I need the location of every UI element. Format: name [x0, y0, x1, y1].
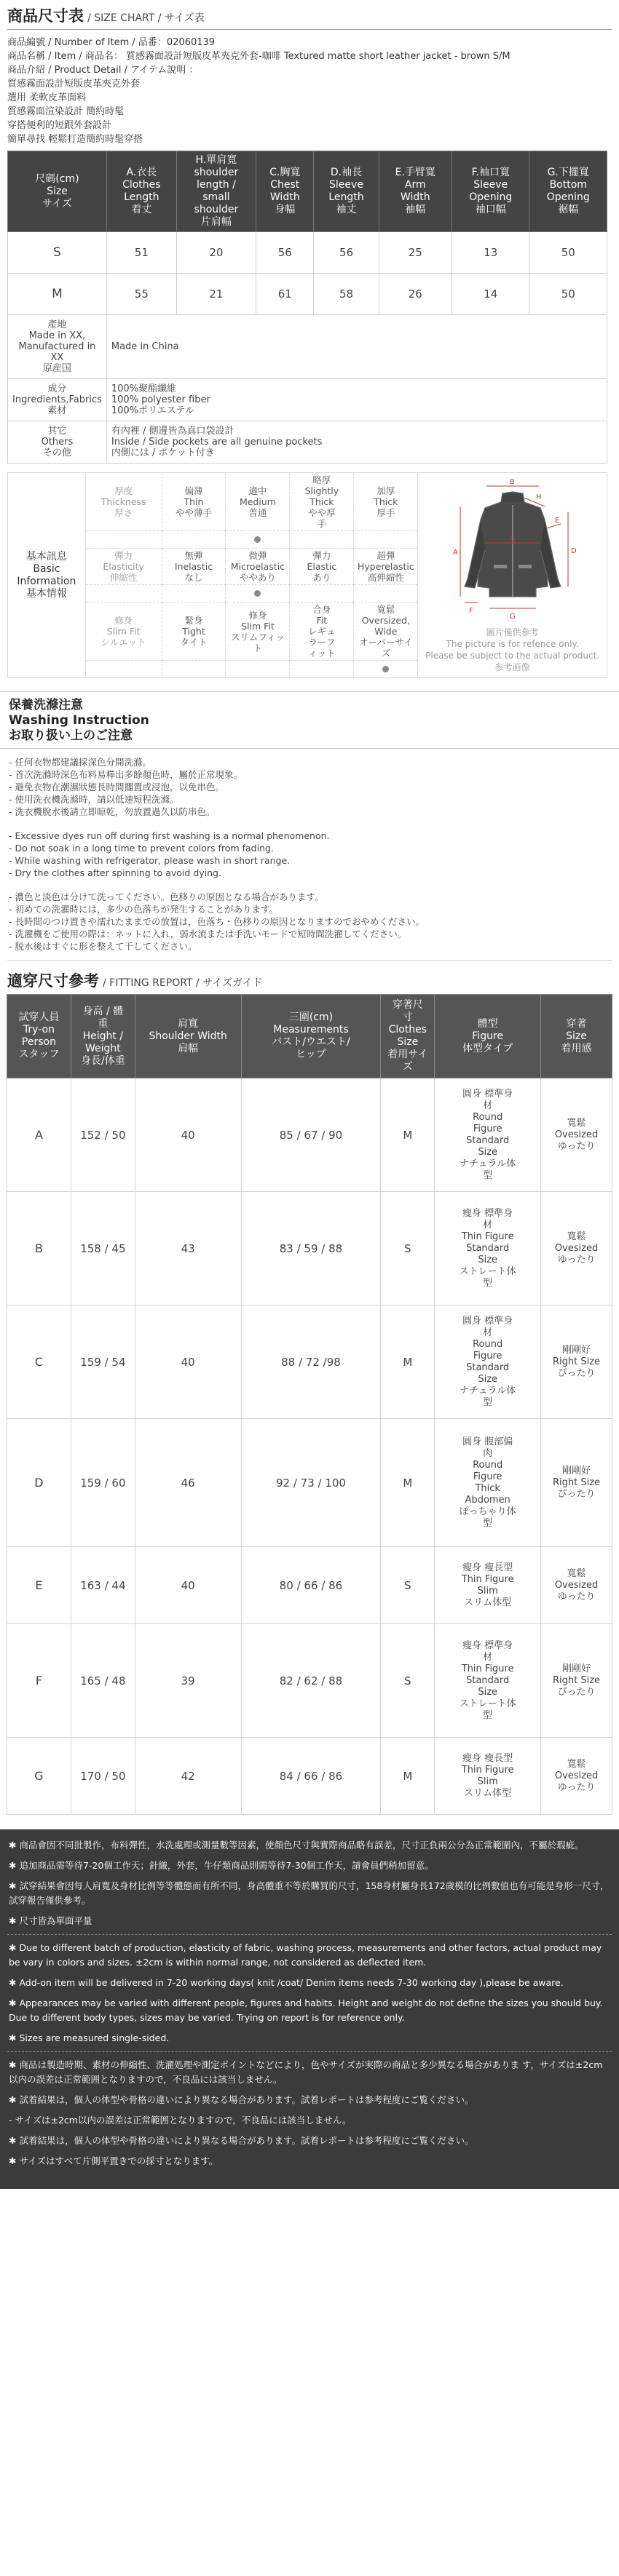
diagram-letter: B [509, 478, 515, 486]
thickness-row [8, 473, 607, 531]
origin-label: 產地 Made in XX, Manufactured in XX 原産国 [8, 315, 107, 379]
washing-title-jp: お取り扱い上のご注意 [9, 728, 133, 743]
feel-cell: 剛剛好 Right Size ぴったり [541, 1305, 612, 1419]
washing-header [0, 691, 619, 749]
fitting-header [0, 961, 619, 994]
product-detail-heading: 商品介紹 / Product Detail / アイテム說明 ： [7, 65, 199, 76]
diagram-caption: 圖片僅供參考 The picture is for refence only. Please be subject to the actual product. 参考画像 [425, 627, 600, 672]
shoulder-cell: 46 [135, 1419, 241, 1547]
col-height-weight: 身高 / 體 重 Height / Weight 身長/体重 [71, 995, 135, 1078]
feel-cell: 寬鬆 Ovesized ゆったり [541, 1078, 612, 1192]
dot-cell [162, 531, 226, 549]
notes-en [7, 1935, 612, 2052]
option: 加厚 Thick 厚手 [354, 473, 418, 531]
dot-cell [290, 661, 354, 678]
cell: 21 [176, 274, 256, 315]
note-line: ✱ 尺寸皆為單面平量 [9, 1915, 92, 1926]
size-cell: S [8, 232, 107, 274]
option: 略厚 Slightly Thick やや厚 手 [290, 473, 354, 531]
washing-body [0, 749, 619, 960]
origin-row [8, 315, 607, 379]
fitting-row [7, 1419, 612, 1547]
product-name: 商品名稱 / Item / 商品名： 質感霧面設計短版皮革夾克外套-咖啡 Textured matte short leather jacket - brown S/M [7, 51, 510, 62]
wash-line: - While washing with refrigerator, please wash in short range. [9, 855, 291, 866]
fitting-subtitle: / FITTING REPORT / サイズガイド [103, 977, 263, 989]
note-line: ✱ 試着結果は，個人の体型や骨格の違いにより異なる場合があります。試着レポートは参考程度にご覧ください。 [9, 2094, 474, 2105]
cell: 56 [314, 232, 379, 274]
other-value: 有內裡 / 側邊皆為真口袋設計 Inside / Side pockets are all genuine pockets 内側には / ポケット付き [106, 421, 607, 464]
notes-section [0, 1829, 619, 2189]
figure-cell: 瘦身 標準身 材 Thin Figure Standard Size ストレート体 型 [435, 1192, 541, 1305]
size-cell: M [8, 274, 107, 315]
col-clothes-size: 穿著尺 寸 Clothes Size 着用サイ ズ [381, 995, 435, 1078]
note-line: ✱ Appearances may be varied with different people, figures and habits. Height and weight do not define the sizes you should buy. Due to different body types, sizes may be varied. Trying on report is for reference only. [9, 1997, 603, 2023]
wash-line: - 洗濯機をご使用の際は：ネットに入れ，弱水流または手洗いモードで短時間洗濯してください。 [9, 929, 407, 939]
option: 彈力 Elastic あり [290, 549, 354, 585]
dot-cell [354, 531, 418, 549]
clothes-size-cell: S [381, 1192, 435, 1305]
cell: 25 [379, 232, 452, 274]
elasticity-label: 彈力 Elasticity 伸縮性 [85, 549, 162, 585]
note-line: ✱ 試着結果は，個人の体型や骨格の違いにより異なる場合があります。試着レポートは参考程度にご覧ください。 [9, 2135, 474, 2146]
col-person: 試穿人員 Try-on Person スタッフ [7, 995, 71, 1078]
col-figure: 體型 Figure 体型タイプ [435, 995, 541, 1078]
col-measurements: 三圍(cm) Measurements バスト/ウエスト/ ヒップ [241, 995, 381, 1078]
shoulder-cell: 42 [135, 1738, 241, 1815]
diagram-letter: D [570, 547, 577, 555]
clothes-size-cell: M [381, 1419, 435, 1547]
material-row [8, 379, 607, 421]
fitting-header-row [7, 995, 612, 1078]
feel-cell: 寬鬆 Ovesized ゆったり [541, 1192, 612, 1305]
notes-jp [7, 2052, 612, 2174]
cell: 51 [106, 232, 176, 274]
figure-cell: 圓身 標準身 材 Round Figure Standard Size ナチュラル体 型 [435, 1078, 541, 1192]
measurements-cell: 80 / 66 / 86 [241, 1547, 381, 1624]
product-detail-line: 質感霧面渲染設計 簡約時髦 [7, 106, 125, 117]
fitting-table [7, 994, 612, 1815]
cell: 26 [379, 274, 452, 315]
selected-dot [382, 666, 389, 672]
note-line: ✱ Add-on item will be delivered in 7-20 working days( knit /coat/ Denim items needs 7-30 working day ),please be aware. [9, 1977, 564, 1988]
person-cell: G [7, 1738, 71, 1815]
cell: 20 [176, 232, 256, 274]
measurements-cell: 92 / 73 / 100 [241, 1419, 381, 1547]
dot-cell [226, 661, 290, 678]
height-weight-cell: 159 / 60 [71, 1419, 135, 1547]
person-cell: C [7, 1305, 71, 1419]
dot-cell [290, 585, 354, 603]
cell: 58 [314, 274, 379, 315]
cell: 14 [452, 274, 529, 315]
clothes-size-cell: M [381, 1305, 435, 1419]
spacer [85, 585, 162, 603]
shoulder-cell: 40 [135, 1305, 241, 1419]
dot-cell [290, 531, 354, 549]
feel-cell: 剛剛好 Right Size ぴったり [541, 1624, 612, 1738]
figure-cell: 圓身 腹部偏 肉 Round Figure Thick Abdomen ぽっちゃり体 型 [435, 1419, 541, 1547]
size-row-s [8, 232, 607, 274]
height-weight-cell: 165 / 48 [71, 1624, 135, 1738]
col-feel: 穿著 Size 着用感 [541, 995, 612, 1078]
thickness-label: 厚度 Thickness 厚さ [85, 473, 162, 531]
basic-info-table [7, 472, 607, 678]
dot-cell [226, 531, 290, 549]
notes-zh [7, 1832, 612, 1935]
col-bottom-opening: G.下擺寬 Bottom Opening 裾幅 [529, 151, 607, 232]
person-cell: F [7, 1624, 71, 1738]
shoulder-cell: 40 [135, 1547, 241, 1624]
col-shoulder: H.單肩寬 shoulder length / small shoulder 片肩幅 [176, 151, 256, 232]
option: 無彈 Inelastic なし [162, 549, 226, 585]
diagram-letter: G [509, 613, 516, 621]
size-chart-table [7, 151, 607, 464]
diagram-letter: F [468, 607, 473, 615]
measurements-cell: 88 / 72 /98 [241, 1305, 381, 1419]
option: 偏薄 Thin やや薄手 [162, 473, 226, 531]
note-line: - サイズは±2cm以内の誤差は正常範囲となりますので，不良品には該当しません。 [9, 2115, 352, 2126]
option: 寬鬆 Oversized, Wide オーバーサイ ズ [354, 603, 418, 661]
col-arm-width: E.手臂寬 Arm Width 袖幅 [379, 151, 452, 232]
wash-line: - 任何衣物都建議採深色分開洗滌。 [9, 757, 151, 768]
wash-line: - 脱水後はすぐに形を整えて干してください。 [9, 941, 197, 952]
header-divider [7, 29, 612, 30]
fitting-row [7, 1078, 612, 1192]
note-line: ✱ 商品會因不同批製作，布料彈性，水洗處理或測量數等因素，使顏色尺寸與實際商品略有誤差，尺寸正負兩公分為正常範圍內，不屬於瑕疵。 [9, 1840, 584, 1850]
measurements-cell: 82 / 62 / 88 [241, 1624, 381, 1738]
wash-line: - 初めての洗濯時には，多少の色落ちが発生することがあります。 [9, 904, 278, 915]
size-chart-header [0, 0, 619, 33]
washing-title-en: Washing Instruction [9, 713, 149, 728]
basic-info-label: 基本訊息 Basic Information 基本情報 [8, 473, 86, 678]
product-info [0, 33, 619, 151]
measurements-cell: 83 / 59 / 88 [241, 1192, 381, 1305]
jacket-diagram [427, 477, 599, 623]
col-sleeve-opening: F.袖口寬 Sleeve Opening 袖口幅 [452, 151, 529, 232]
cell: 50 [529, 274, 607, 315]
fitting-title: 適穿尺寸參考 [7, 972, 99, 990]
figure-cell: 瘦身 瘦長型 Thin Figure Slim スリム体型 [435, 1738, 541, 1815]
wash-line: - 首次洗滌時深色布料易釋出多餘顏色時，屬於正常現象。 [9, 769, 243, 780]
wash-line: - Dry the clothes after spinning to avoid dying. [9, 867, 221, 878]
wash-line: - 濃色と淡色は分けて洗ってください。色移りの原因となる場合があります。 [9, 891, 324, 902]
product-detail-line: 簡單尋找 輕鬆打造簡約時髦穿搭 [7, 134, 143, 145]
note-line: ✱ Sizes are measured single-sided. [9, 2032, 170, 2043]
wash-line: - 長時間のつけ置きや濡れたままでの放置は，色落ち・色移りの原因となりますのでおやめください。 [9, 916, 425, 927]
person-cell: E [7, 1547, 71, 1624]
figure-cell: 瘦身 瘦長型 Thin Figure Slim スリム体型 [435, 1547, 541, 1624]
measurements-cell: 85 / 67 / 90 [241, 1078, 381, 1192]
fitting-row [7, 1738, 612, 1815]
diagram-letter: C [509, 535, 515, 543]
dot-cell [162, 661, 226, 678]
page-subtitle: / SIZE CHART / サイズ表 [87, 12, 205, 24]
washing-title-zh: 保養洗滌注意 [9, 698, 83, 712]
note-line: ✱ サイズはすべて片側平置きでの採寸となります。 [9, 2155, 218, 2166]
fitting-row [7, 1192, 612, 1305]
col-clothes-length: A.衣長 Clothes Length 着丈 [106, 151, 176, 232]
wash-line: - Excessive dyes run off during first washing is a normal phenomenon. [9, 830, 330, 841]
cell: 56 [256, 232, 314, 274]
clothes-size-cell: M [381, 1078, 435, 1192]
diagram-letter: A [452, 549, 458, 557]
figure-cell: 瘦身 標準身 材 Thin Figure Standard Size ストレート体 型 [435, 1624, 541, 1738]
wash-line: - 使用洗衣機洗滌時，請以低速短程洗滌。 [9, 794, 179, 805]
wash-line: - Do not soak in a long time to prevent colors from fading. [9, 843, 274, 854]
size-row-m [8, 274, 607, 315]
height-weight-cell: 158 / 45 [71, 1192, 135, 1305]
option: 適中 Medium 普通 [226, 473, 290, 531]
fitting-row [7, 1624, 612, 1738]
option: 合身 Fit レギュ ラーフ ィット [290, 603, 354, 661]
fit-label: 修身 Slim Fit シルエット [85, 603, 162, 661]
measurements-cell: 84 / 66 / 86 [241, 1738, 381, 1815]
note-line: ✱ 試穿結果會因每人肩寬及身材比例等等體態而有所不同，身高體重不等於購買的尺寸，158身材屬身長172歲模的比例數值也有可能是身形一尺寸，試穿報告僅供參考。 [9, 1880, 610, 1906]
cell: 50 [529, 232, 607, 274]
clothes-size-cell: S [381, 1624, 435, 1738]
selected-dot [254, 536, 261, 543]
dot-cell [226, 585, 290, 603]
jacket-diagram-cell [418, 473, 607, 678]
note-line: ✱ 商品は製造時期、素材の伸縮性、洗濯処理や測定ポイントなどにより，色やサイズが実際の商品と多少異なる場合がありま す，サイズは±2cm以内の誤差は正常範囲となりますので，不良品には該当しません。 [9, 2059, 603, 2085]
note-line: ✱ 追加商品需等待7-20個工作天；針織，外套，牛仔類商品則需等待7-30個工作天，請會員們稍加留意。 [9, 1860, 434, 1871]
product-detail-line: 質感霧面設計短版皮革夾克外套 [7, 79, 141, 90]
feel-cell: 寬鬆 Ovesized ゆったり [541, 1547, 612, 1624]
product-detail-line: 穿搭便利的短跟外套設計 [7, 120, 112, 131]
figure-cell: 圓身 標準身 材 Round Figure Standard Size ナチュラル体 型 [435, 1305, 541, 1419]
selected-dot [254, 590, 261, 597]
feel-cell: 寬鬆 Ovesized ゆったり [541, 1738, 612, 1815]
diagram-letter: E [554, 517, 559, 525]
product-detail-line: 選用 柔軟皮革面料 [7, 92, 87, 103]
height-weight-cell: 152 / 50 [71, 1078, 135, 1192]
option: 修身 Slim Fit スリムフィット [226, 603, 290, 661]
diagram-letter: H [535, 493, 542, 501]
clothes-size-cell: S [381, 1547, 435, 1624]
other-row [8, 421, 607, 464]
spacer [85, 531, 162, 549]
wash-line: - 洗衣機脫水後請立即晾乾，勿放置過久以防串色。 [9, 806, 216, 817]
height-weight-cell: 170 / 50 [71, 1738, 135, 1815]
shoulder-cell: 40 [135, 1078, 241, 1192]
person-cell: B [7, 1192, 71, 1305]
wash-line: - 避免衣物在潮濕狀態長時間擱置或浸泡，以免串色。 [9, 782, 224, 792]
person-cell: D [7, 1419, 71, 1547]
material-label: 成分 Ingredients,Fabrics 素材 [8, 379, 107, 421]
dot-cell [354, 585, 418, 603]
cell: 13 [452, 232, 529, 274]
fitting-row [7, 1547, 612, 1624]
page-title: 商品尺寸表 [7, 7, 84, 25]
dot-cell [162, 585, 226, 603]
cell: 61 [256, 274, 314, 315]
spacer [85, 661, 162, 678]
note-line: ✱ Due to different batch of production, elasticity of fabric, washing process, measurements and other factors, actual product may be vary in colors and sizes. ±2cm is within normal range, not considered as deflected item. [9, 1942, 602, 1968]
option: 超彈 Hyperelastic 高伸縮性 [354, 549, 418, 585]
product-number: 商品編號 / Number of Item / 品番：02060139 [7, 37, 216, 48]
cell: 55 [106, 274, 176, 315]
option: 微彈 Microelastic ややあり [226, 549, 290, 585]
dot-cell [354, 661, 418, 678]
shoulder-cell: 39 [135, 1624, 241, 1738]
shoulder-cell: 43 [135, 1192, 241, 1305]
feel-cell: 剛剛好 Right Size ぴったり [541, 1419, 612, 1547]
option: 緊身 Tight タイト [162, 603, 226, 661]
material-value: 100%聚酯纖維 100% polyester fiber 100%ポリエステル [106, 379, 607, 421]
fitting-row [7, 1305, 612, 1419]
person-cell: A [7, 1078, 71, 1192]
size-chart-header-row [8, 151, 607, 232]
col-sleeve-length: D.袖長 Sleeve Length 袖丈 [314, 151, 379, 232]
origin-value: Made in China [106, 315, 607, 379]
col-chest: C.胸寬 Chest Width 身幅 [256, 151, 314, 232]
height-weight-cell: 163 / 44 [71, 1547, 135, 1624]
col-size: 尺碼(cm) Size サイズ [8, 151, 107, 232]
clothes-size-cell: M [381, 1738, 435, 1815]
height-weight-cell: 159 / 54 [71, 1305, 135, 1419]
col-shoulder-width: 肩寬 Shoulder Width 肩幅 [135, 995, 241, 1078]
other-label: 其它 Others その他 [8, 421, 107, 464]
